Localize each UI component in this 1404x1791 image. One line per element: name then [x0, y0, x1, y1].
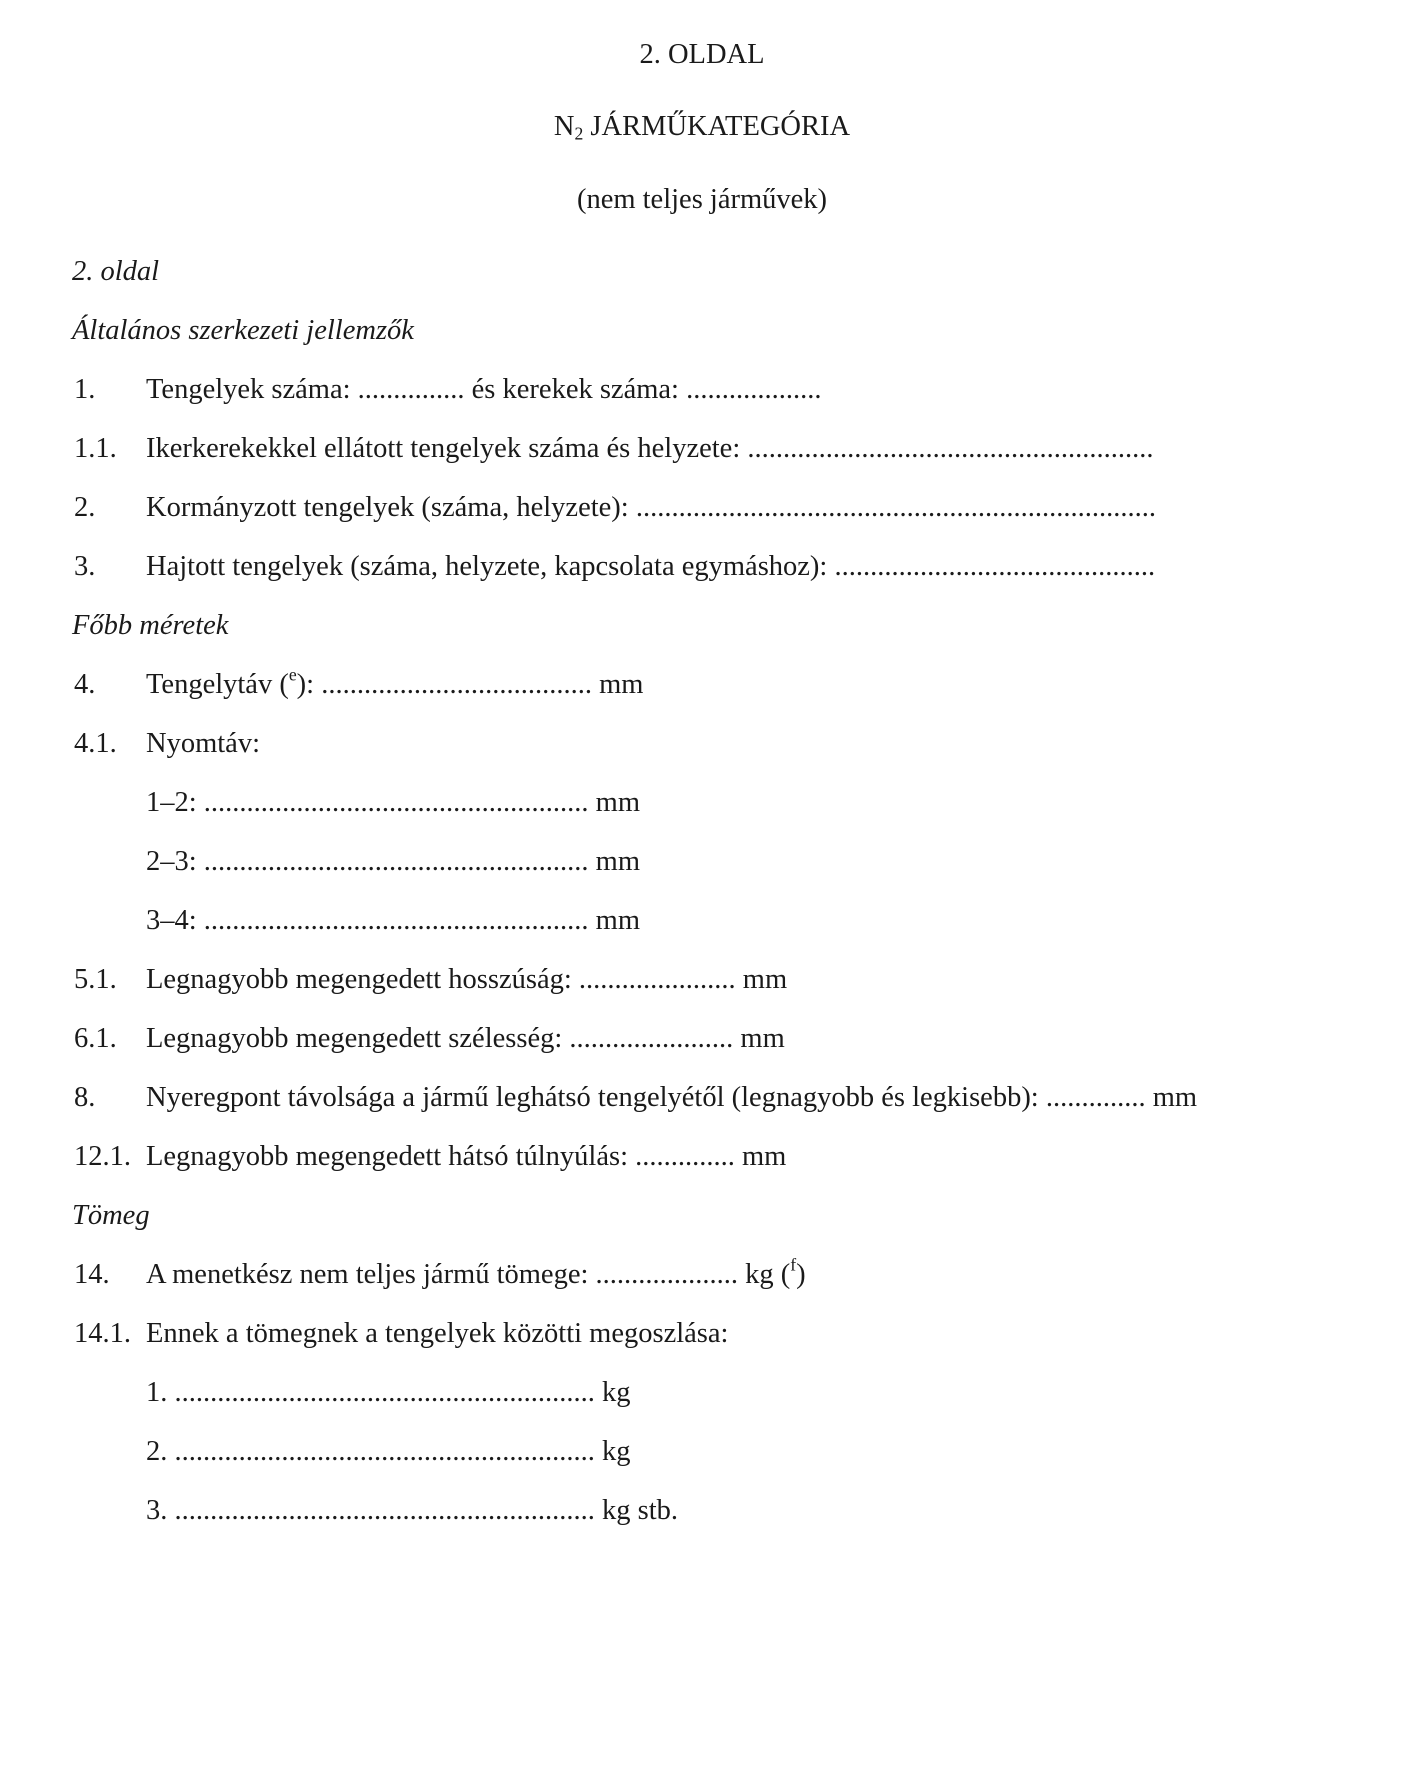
item-wheelbase	[146, 664, 644, 700]
item-running-order-mass	[146, 1254, 806, 1290]
category-subscript: 2	[574, 123, 584, 144]
item-axles-wheels: Tengelyek száma: ............... és kerekek száma: ...................	[146, 374, 822, 405]
track-3-4: 3–4: ...................................................... mm	[146, 905, 641, 936]
section-mass: Tömeg	[72, 1200, 150, 1231]
item-number: 4.1.	[74, 728, 117, 759]
section-general: Általános szerkezeti jellemzők	[72, 315, 414, 346]
item-twin-wheel-axles: Ikerkerekekkel ellátott tengelyek száma és helyzete: .........................................................	[146, 433, 1154, 464]
item-max-length: Legnagyobb megengedett hosszúság: ...................... mm	[146, 964, 788, 995]
footnote-ref: e	[288, 664, 297, 685]
item-steered-axles: Kormányzott tengelyek (száma, helyzete): .........................................................................	[146, 492, 1156, 523]
track-1-2: 1–2: ...................................................... mm	[146, 787, 641, 818]
track-2-3: 2–3: ...................................................... mm	[146, 846, 641, 877]
mass-label: A menetkész nem teljes jármű tömege: .................... kg (	[146, 1259, 791, 1290]
page-heading: 2. oldal	[72, 256, 160, 287]
item-number: 6.1.	[74, 1023, 117, 1054]
axle-2-mass: 2. ........................................................... kg	[146, 1436, 631, 1467]
item-number: 14.	[74, 1259, 110, 1290]
item-number: 2.	[74, 492, 96, 523]
subtitle: (nem teljes járművek)	[576, 184, 828, 215]
category-prefix: N	[553, 111, 575, 142]
item-number: 5.1.	[74, 964, 117, 995]
footnote-ref: f	[790, 1254, 797, 1275]
item-number: 3.	[74, 551, 96, 582]
axle-3-mass: 3. ........................................................... kg stb.	[146, 1495, 679, 1526]
item-number: 1.	[74, 374, 96, 405]
wheelbase-label: Tengelytáv (	[146, 669, 289, 700]
axle-1-mass: 1. ........................................................... kg	[146, 1377, 631, 1408]
item-number: 1.1.	[74, 433, 117, 464]
item-mass-distribution: Ennek a tömegnek a tengelyek közötti megoszlása:	[146, 1318, 729, 1349]
item-max-width: Legnagyobb megengedett szélesség: ....................... mm	[146, 1023, 785, 1054]
item-number: 8.	[74, 1082, 96, 1113]
mass-close: )	[796, 1259, 806, 1290]
item-fifth-wheel-distance: Nyeregpont távolsága a jármű leghátsó tengelyétől (legnagyobb és legkisebb): .............. mm	[146, 1082, 1198, 1113]
page-label: 2. OLDAL	[639, 39, 765, 70]
category-suffix: JÁRMŰKATEGÓRIA	[583, 111, 851, 142]
vehicle-category-title	[0, 113, 1404, 142]
section-dimensions: Főbb méretek	[72, 610, 229, 641]
wheelbase-value: ): ...................................... mm	[296, 669, 644, 700]
item-number: 12.1.	[74, 1141, 131, 1172]
item-track: Nyomtáv:	[146, 728, 260, 759]
item-powered-axles: Hajtott tengelyek (száma, helyzete, kapcsolata egymáshoz): .............................................	[146, 551, 1156, 582]
item-rear-overhang: Legnagyobb megengedett hátsó túlnyúlás: .............. mm	[146, 1141, 787, 1172]
item-number: 14.1.	[74, 1318, 131, 1349]
item-number: 4.	[74, 669, 96, 700]
